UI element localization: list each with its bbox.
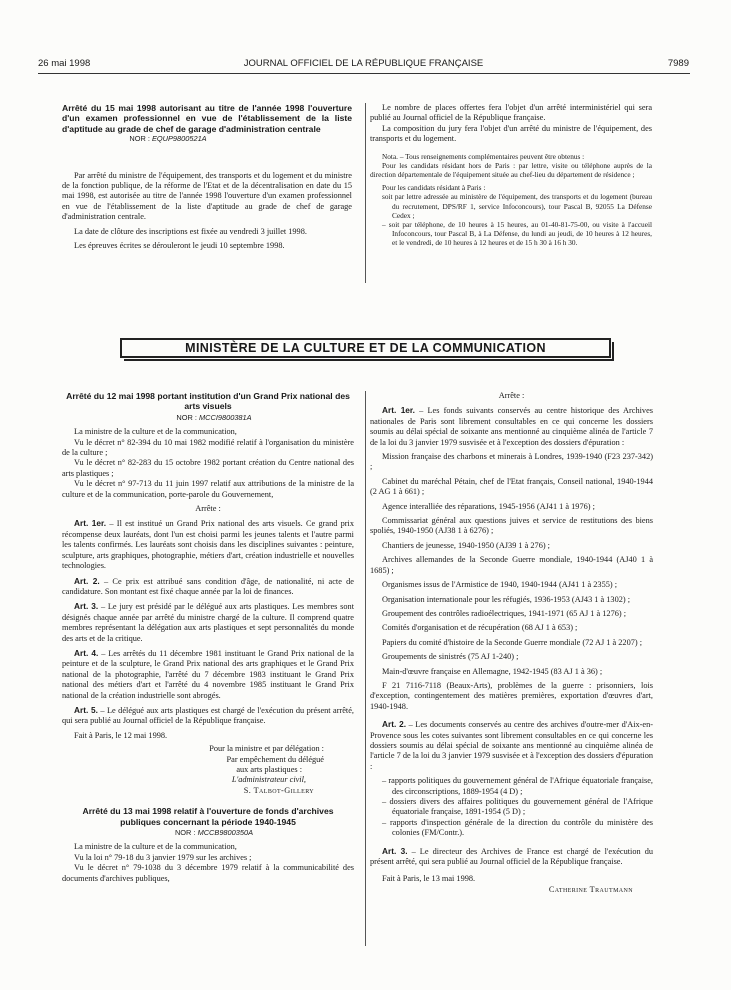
list-item: Main-d'œuvre française en Allemagne, 1942-1945 (83 AJ 1 à 36) ; [382, 666, 603, 676]
paragraph: La ministre de la culture et de la communication, [74, 427, 237, 437]
list-item: Commissariat général aux questions juives et service de restitutions des biens spoliés, 1940-1950 (AJ38 1 à 6276) ; [370, 516, 653, 536]
paragraph: Vu le décret n° 82-394 du 10 mai 1982 modifié relatif à l'organisation du ministère de la culture ; [62, 437, 354, 458]
paragraph: La date de clôture des inscriptions est fixée au vendredi 3 juillet 1998. [74, 226, 307, 236]
arrete-13-mai [370, 391, 653, 895]
article-1: Art. 1er. – Il est institué un Grand Prix national des arts visuels. Ce grand prix récompense deux lauréats, dont l'un est choisi parmi les jeunes talents et l'autre parmi les talents confirmés. Les lauréats sont choisis dans les disciplines suivantes : peinture, sculpture, arts graphiques, photographie, métiers d'art, création industrielle et nouvelles technologies. [62, 518, 355, 571]
paragraph: Le nombre de places offertes fera l'objet d'un arrêté interministériel qui sera publié au Journal officiel de la République française. [370, 103, 652, 123]
page-number: 7989 [667, 58, 689, 69]
nota-paragraph: Pour les candidats résidant hors de Paris : par lettre, visite ou téléphone auprès de la direction départementale de l'équipement située au chef-lieu du département de résidence ; [370, 160, 652, 180]
paragraph: La ministre de la culture et de la communication, [74, 842, 237, 852]
arrete-15-mai-continued [370, 103, 652, 248]
fait-a-paris: Fait à Paris, le 13 mai 1998. [382, 874, 476, 884]
article-3: Art. 3. – Le jury est présidé par le délégué aux arts plastiques. Les membres sont désignés chaque année par arrêté du ministre chargé de la culture. Il comprend quatre membres représentant la délégation aux arts plastiques et sept personnalités du monde des arts et de la critique. [62, 601, 354, 643]
fait-a-paris: Fait à Paris, le 12 mai 1998. [74, 730, 168, 740]
journal-title: JOURNAL OFFICIEL DE LA RÉPUBLIQUE FRANÇAISE [243, 58, 484, 69]
paragraph: Les épreuves écrites se dérouleront le jeudi 10 septembre 1998. [74, 241, 285, 251]
signature-line: L'administrateur civil, [231, 775, 306, 785]
page-header [38, 58, 689, 72]
list-item: Papiers du comité d'histoire de la Seconde Guerre mondiale (72 AJ 1 à 2207) ; [382, 637, 643, 647]
arrete-label: Arrête : [195, 504, 221, 514]
signatory: S. Talbot-Gillery [243, 785, 314, 795]
arrete-title: Arrêté du 15 mai 1998 autorisant au titre de l'année 1998 l'ouverture d'un examen professionnel en vue de l'établissement de la liste d'aptitude au grade de chef de garage d'administration centrale [62, 103, 352, 134]
list-item: – dossiers divers des affaires politiques du gouvernement général de l'Afrique équatoriale française, 1891-1954 (5 D) ; [382, 797, 653, 817]
signature-line: Par empêchement du délégué [226, 754, 324, 764]
arrete-15-mai [62, 103, 352, 251]
signature-line: Pour la ministre et par délégation : [209, 744, 324, 754]
column-divider [365, 103, 366, 283]
article-3: Art. 3. – Le directeur des Archives de France est chargé de l'exécution du présent arrêté, qui sera publié au Journal officiel de la République française. [370, 845, 653, 867]
article-2: Art. 2. – Ce prix est attribué sans condition d'âge, de nationalité, ni acte de candidature. Son montant est fixé chaque année par la loi de finances. [62, 575, 354, 596]
nor-line: NOR : EQUP9800521A [129, 134, 207, 144]
arrete-title: Arrêté du 13 mai 1998 relatif à l'ouverture de fonds d'archives publiques concernant la période 1940-1945 [82, 806, 334, 827]
list-item: Archives allemandes de la Seconde Guerre mondiale, 1940-1944 (AJ40 1 à 1685) ; [370, 555, 653, 575]
arrete-title: Arrêté du 12 mai 1998 portant institution d'un Grand Prix national des arts visuels [66, 391, 350, 412]
paragraph: Par arrêté du ministre de l'équipement, des transports et du logement et du ministre de la fonction publique, de la réforme de l'Etat et de la décentralisation en date du 15 mai 1998, est autorisée au titre de l'année 1998 l'ouverture d'un examen professionnel en vue de l'établissement de la liste d'aptitude au grade de chef de garage d'administration centrale. [62, 170, 352, 222]
article-2: Art. 2. – Les documents conservés au centre des archives d'outre-mer d'Aix-en-Provence sous les cotes suivantes sont librement consultables en ce qui concerne les dossiers soumis au délai spécial de soixante ans mentionné au cinquième alinéa de l'article 7 de la loi du 3 janvier 1979 susvisée et à l'exception des dossiers d'épuration : [370, 719, 654, 771]
nota: Nota. – Tous renseignements complémentaires peuvent être obtenus : [382, 151, 585, 161]
arrete-label: Arrête : [498, 391, 525, 400]
list-item: Chantiers de jeunesse, 1940-1950 (AJ39 1 à 276) ; [382, 540, 550, 550]
fonds-list [370, 452, 653, 712]
signatory: Catherine Trautmann [548, 884, 633, 894]
paragraph: Vu le décret n° 97-713 du 11 juin 1997 relatif aux attributions de la ministre de la culture et de la communication, porte-parole du Gouvernement, [62, 479, 354, 499]
article-1: Art. 1er. – Les fonds suivants conservés au centre historique des Archives nationales de Paris sont librement consultables en ce qui concerne les dossiers soumis au délai spécial de soixante ans mentionné au cinquième alinéa de l'article 7 de la loi du 3 janvier 1979 susvisée et à l'exception des dossiers d'épuration : [370, 405, 653, 447]
list-item: – rapports politiques du gouvernement général de l'Afrique équatoriale française, des circonscriptions, 1889-1954 (4 D) ; [382, 776, 653, 796]
list-item: Agence interalliée des réparations, 1945-1956 (AJ41 1 à 1976) ; [382, 501, 595, 511]
nota-item: – soit par téléphone, de 10 heures à 15 heures, au 01-40-81-75-00, ou visite à l'accueil Infoconcours, tour Pascal B, à La Défense, du lundi au jeudi, de 10 heures à 12 heures, et le vendredi, de 10 heures à 12 heures et de 15 h 30 à 16 h 30. [382, 220, 652, 248]
list-item: Organismes issus de l'Armistice de 1940, 1940-1944 (AJ41 1 à 2355) ; [382, 580, 618, 590]
nor-line: NOR : MCCI9800381A [176, 412, 252, 422]
article-5: Art. 5. – Le délégué aux arts plastiques est chargé de l'exécution du présent arrêté, qui sera publié au Journal officiel de la République française. [62, 704, 354, 726]
list-item: Cabinet du maréchal Pétain, chef de l'Etat français, Conseil national, 1940-1944 (2 AG 1 à 661) ; [370, 476, 653, 497]
paragraph: Vu la loi n° 79-18 du 3 janvier 1979 sur les archives ; [74, 852, 252, 862]
list-item: Mission française des charbons et minerais à Londres, 1939-1940 (F23 237-342) ; [370, 452, 653, 472]
list-item: Comités d'organisation et de récupération (68 AJ 1 à 653) ; [382, 623, 578, 633]
header-date: 26 mai 1998 [38, 58, 91, 69]
article-4: Art. 4. – Les arrêtés du 11 décembre 1981 instituant le Grand Prix national de la peinture et de la sculpture, le Grand Prix national des arts graphiques et le Grand Prix national de la photographie, l'arrêté du 7 décembre 1983 instituant le Grand Prix national des métiers d'art et l'arrêté du 4 novembre 1985 instituant le Grand Prix national de la création industrielle sont abrogés. [62, 647, 354, 700]
list-item: Groupement des contrôles radioélectriques, 1941-1971 (65 AJ 1 à 1276) ; [382, 608, 627, 618]
list-item: Organisation internationale pour les réfugiés, 1936-1953 (AJ43 1 à 1302) ; [382, 594, 631, 604]
signature-line: aux arts plastiques : [236, 765, 302, 774]
paragraph: Vu le décret n° 82-283 du 15 octobre 1982 portant création du Centre national des arts plastiques ; [62, 458, 354, 478]
arrete-12-mai [62, 391, 354, 884]
nota-item: soit par lettre adressée au ministère de l'équipement, des transports et du logement (bureau du recrutement, DPS/RF 1, service Infoconcours), tour Pascal B, 92055 La Défense Cedex ; [382, 192, 652, 220]
ministry-heading: MINISTÈRE DE LA CULTURE ET DE LA COMMUNICATION [120, 338, 611, 358]
column-divider [365, 391, 366, 946]
nor-line: NOR : MCCB9800350A [174, 828, 254, 838]
header-rule [38, 73, 690, 74]
list-item: F 21 7116-7118 (Beaux-Arts), problèmes de la guerre : prisonniers, lois d'exception, contingentement des matières premières, exportation d'œuvres d'art, 1940-1948. [370, 680, 653, 711]
list-item: – rapports d'inspection générale de la direction du contrôle du ministère des colonies (FM/Contr.). [382, 817, 653, 838]
paragraph: Vu le décret n° 79-1038 du 3 décembre 1979 relatif à la communicabilité des documents d'archives publiques, [62, 863, 354, 883]
paragraph: La composition du jury fera l'objet d'un arrêté du ministre de l'équipement, des transports et du logement. [370, 123, 652, 144]
nota-paragraph: Pour les candidats résidant à Paris : [382, 183, 486, 193]
list-item: Groupements de sinistrés (75 AJ 1-240) ; [382, 652, 519, 662]
